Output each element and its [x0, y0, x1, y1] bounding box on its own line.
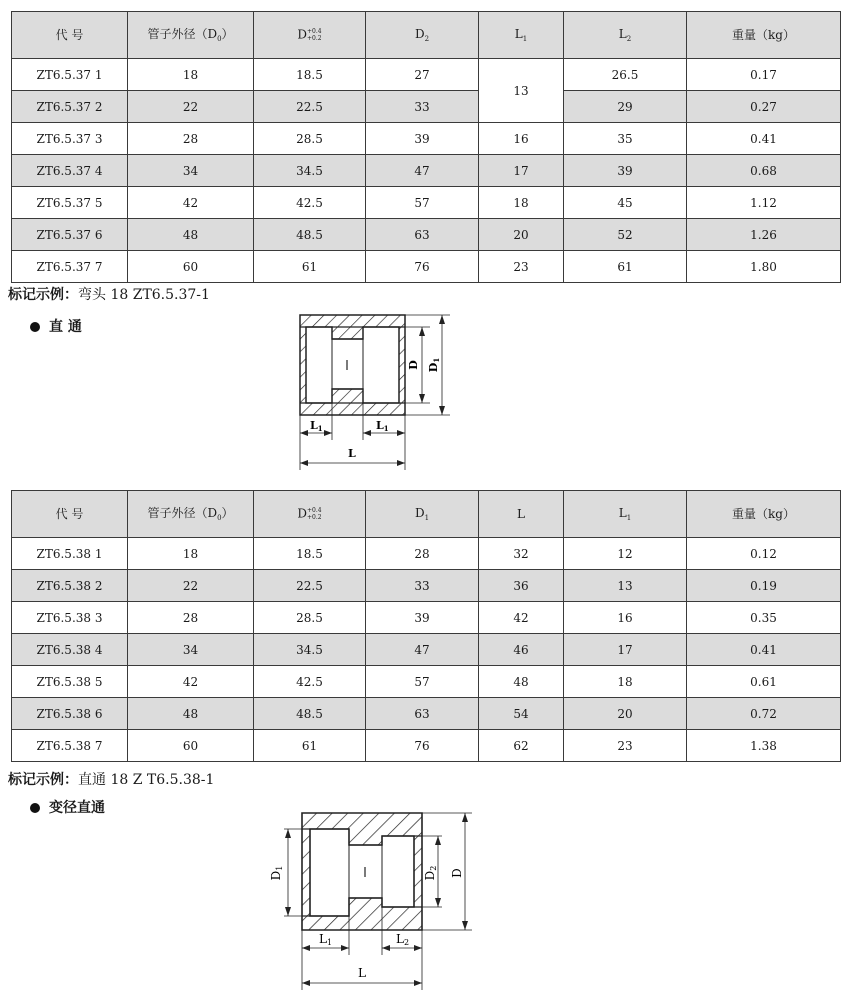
cell-pipe-od: 60: [128, 730, 254, 762]
cell-l1: 16: [564, 602, 687, 634]
cell-l2: 35: [564, 123, 687, 155]
cell-d: 22.5: [254, 91, 366, 123]
svg-text:L1: L1: [376, 419, 389, 433]
spec-table-zt6538: [11, 490, 841, 762]
table-row: [12, 123, 841, 155]
cell-code: ZT6.5.38 7: [12, 730, 128, 762]
marking-example-value: 直通 18 Z T6.5.38-1: [78, 772, 215, 788]
cell-l: 62: [479, 730, 564, 762]
header-pipe-od: 管子外径$(D_0)$: [128, 12, 254, 59]
cell-code: ZT6.5.37 4: [12, 155, 128, 187]
cell-l2: 61: [564, 251, 687, 283]
cell-weight: 1.12: [687, 187, 841, 219]
cell-l1: 23: [479, 251, 564, 283]
cell-pipe-od: 48: [128, 219, 254, 251]
header-l1: $L_1$: [564, 491, 687, 538]
svg-text:L: L: [348, 447, 356, 460]
cell-weight: 1.26: [687, 219, 841, 251]
table-row: [12, 155, 841, 187]
table-row: [12, 602, 841, 634]
cell-weight: 1.38: [687, 730, 841, 762]
reducing-coupling-drawing: [262, 805, 487, 997]
cell-l1-merged: 13: [479, 59, 564, 123]
svg-text:D1: D1: [427, 357, 441, 373]
cell-pipe-od: 34: [128, 155, 254, 187]
cell-code: ZT6.5.37 7: [12, 251, 128, 283]
cell-weight: 0.27: [687, 91, 841, 123]
cell-pipe-od: 28: [128, 602, 254, 634]
cell-pipe-od: 48: [128, 698, 254, 730]
header-weight: 重量（kg）: [687, 491, 841, 538]
cell-pipe-od: 34: [128, 634, 254, 666]
cell-code: ZT6.5.37 2: [12, 91, 128, 123]
cell-l: 48: [479, 666, 564, 698]
cell-pipe-od: 42: [128, 187, 254, 219]
cell-l2: 29: [564, 91, 687, 123]
cell-d: 22.5: [254, 570, 366, 602]
cell-d1: 57: [366, 666, 479, 698]
cell-pipe-od: 22: [128, 91, 254, 123]
header-d-tol: D+0.4 +0.2: [254, 491, 366, 538]
table-row: [12, 538, 841, 570]
table-row: [12, 187, 841, 219]
cell-pipe-od: 42: [128, 666, 254, 698]
cell-d1: 28: [366, 538, 479, 570]
cell-d: 42.5: [254, 666, 366, 698]
cell-pipe-od: 18: [128, 538, 254, 570]
cell-l1: 16: [479, 123, 564, 155]
table-row: [12, 219, 841, 251]
cell-code: ZT6.5.37 6: [12, 219, 128, 251]
cell-code: ZT6.5.37 3: [12, 123, 128, 155]
coupling-body: [300, 315, 405, 415]
cell-l: 42: [479, 602, 564, 634]
cell-weight: 0.41: [687, 123, 841, 155]
cell-l: 32: [479, 538, 564, 570]
marking-example-1: [8, 284, 210, 304]
table-row: [12, 698, 841, 730]
cell-code: ZT6.5.37 1: [12, 59, 128, 91]
cell-pipe-od: 60: [128, 251, 254, 283]
cell-d1: 47: [366, 634, 479, 666]
header-d2: $D_2$: [366, 12, 479, 59]
table-row: [12, 634, 841, 666]
svg-text:L1: L1: [310, 419, 323, 433]
cell-code: ZT6.5.38 5: [12, 666, 128, 698]
cell-d1: 39: [366, 602, 479, 634]
header-d-tol: D+0.4 +0.2: [254, 12, 366, 59]
cell-l2: 52: [564, 219, 687, 251]
table-row: [12, 730, 841, 762]
cell-d: 61: [254, 251, 366, 283]
cell-weight: 0.35: [687, 602, 841, 634]
marking-example-2: [8, 769, 214, 789]
cell-l1: 18: [479, 187, 564, 219]
svg-text:D: D: [407, 360, 420, 370]
cell-code: ZT6.5.38 3: [12, 602, 128, 634]
cell-code: ZT6.5.38 4: [12, 634, 128, 666]
section-title-reducing: 变径直通: [30, 797, 105, 817]
cell-l: 54: [479, 698, 564, 730]
table-row: [12, 91, 841, 123]
cell-d: 28.5: [254, 123, 366, 155]
cell-d: 28.5: [254, 602, 366, 634]
cell-d: 34.5: [254, 634, 366, 666]
cell-l2: 45: [564, 187, 687, 219]
cell-d2: 47: [366, 155, 479, 187]
cell-weight: 0.41: [687, 634, 841, 666]
bullet-icon: [30, 322, 40, 332]
cell-d: 42.5: [254, 187, 366, 219]
table-row: [12, 59, 841, 91]
cell-l: 36: [479, 570, 564, 602]
cell-weight: 0.72: [687, 698, 841, 730]
cell-d1: 76: [366, 730, 479, 762]
cell-weight: 0.61: [687, 666, 841, 698]
cell-d2: 39: [366, 123, 479, 155]
cell-pipe-od: 22: [128, 570, 254, 602]
cell-d2: 63: [366, 219, 479, 251]
cell-code: ZT6.5.38 1: [12, 538, 128, 570]
marking-example-label: 标记示例：: [8, 287, 78, 303]
cell-d: 18.5: [254, 538, 366, 570]
cell-d2: 76: [366, 251, 479, 283]
cell-d: 61: [254, 730, 366, 762]
cell-weight: 0.12: [687, 538, 841, 570]
cell-d2: 33: [366, 91, 479, 123]
cell-weight: 0.17: [687, 59, 841, 91]
cell-l1: 12: [564, 538, 687, 570]
straight-coupling-drawing: [270, 305, 470, 475]
cell-l: 46: [479, 634, 564, 666]
spec-table-zt6537: [11, 11, 841, 283]
cell-d: 34.5: [254, 155, 366, 187]
svg-text:L1: L1: [319, 932, 333, 947]
cell-l2: 26.5: [564, 59, 687, 91]
svg-text:D1: D1: [269, 865, 284, 881]
cell-l1: 17: [564, 634, 687, 666]
header-pipe-od: 管子外径$(D_0)$: [128, 491, 254, 538]
header-l: L: [479, 491, 564, 538]
cell-d: 48.5: [254, 698, 366, 730]
header-l2: $L_2$: [564, 12, 687, 59]
cell-l1: 23: [564, 730, 687, 762]
cell-l1: 18: [564, 666, 687, 698]
cell-pipe-od: 28: [128, 123, 254, 155]
cell-d2: 27: [366, 59, 479, 91]
table-row: [12, 251, 841, 283]
cell-code: ZT6.5.37 5: [12, 187, 128, 219]
header-code: 代 号: [12, 12, 128, 59]
cell-d: 48.5: [254, 219, 366, 251]
cell-l1: 13: [564, 570, 687, 602]
cell-l2: 39: [564, 155, 687, 187]
cell-l1: 20: [564, 698, 687, 730]
cell-d1: 33: [366, 570, 479, 602]
svg-text:D: D: [450, 868, 464, 878]
header-d1: $D_1$: [366, 491, 479, 538]
marking-example-value: 弯头 18 ZT6.5.37-1: [78, 287, 210, 303]
bullet-icon: [30, 803, 40, 813]
header-l1: $L_1$: [479, 12, 564, 59]
table-header-row: [12, 491, 841, 538]
header-code: 代 号: [12, 491, 128, 538]
cell-weight: 0.19: [687, 570, 841, 602]
marking-example-label: 标记示例：: [8, 772, 78, 788]
cell-l1: 20: [479, 219, 564, 251]
header-weight: 重量（kg）: [687, 12, 841, 59]
cell-weight: 0.68: [687, 155, 841, 187]
cell-code: ZT6.5.38 2: [12, 570, 128, 602]
svg-text:L2: L2: [396, 932, 410, 947]
coupling-body: [302, 813, 422, 930]
cell-d: 18.5: [254, 59, 366, 91]
cell-d1: 63: [366, 698, 479, 730]
table-header-row: [12, 12, 841, 59]
table-row: [12, 666, 841, 698]
section-title-straight: 直 通: [30, 316, 82, 336]
table-row: [12, 570, 841, 602]
cell-code: ZT6.5.38 6: [12, 698, 128, 730]
cell-weight: 1.80: [687, 251, 841, 283]
svg-text:D2: D2: [423, 865, 438, 881]
svg-text:L: L: [358, 966, 366, 980]
cell-l1: 17: [479, 155, 564, 187]
cell-d2: 57: [366, 187, 479, 219]
cell-pipe-od: 18: [128, 59, 254, 91]
